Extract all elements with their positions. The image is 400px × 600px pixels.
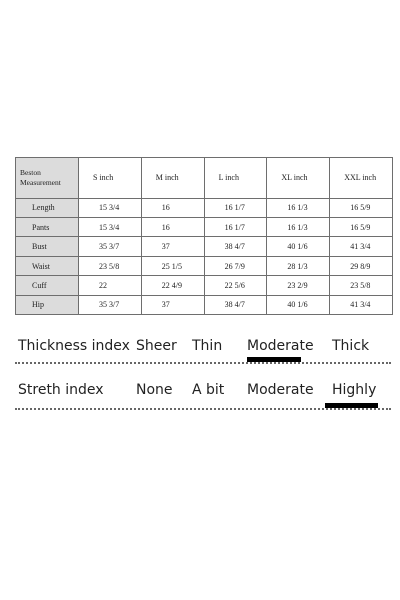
stretch-option-highly: Highly: [332, 382, 377, 398]
table-cell: 16: [141, 198, 204, 217]
table-cell: 16 5/9: [330, 218, 393, 237]
row-label-bust: Bust: [16, 237, 79, 256]
table-cell: 35 3/7: [79, 295, 142, 314]
table-cell: 28 1/3: [267, 256, 330, 275]
table-row: [16, 218, 393, 237]
table-corner-label: [16, 158, 79, 199]
table-cell: 22: [79, 276, 142, 295]
table-row: [16, 256, 393, 275]
table-cell: 23 2/9: [267, 276, 330, 295]
table-cell: 35 3/7: [79, 237, 142, 256]
corner-line-2: Measurement: [20, 177, 61, 187]
size-header-xl: XL inch: [267, 158, 330, 199]
table-cell: 16 5/9: [330, 198, 393, 217]
thickness-divider: [15, 362, 391, 364]
table-cell: 38 4/7: [204, 237, 267, 256]
table-row: [16, 295, 393, 314]
table-cell: 23 5/8: [330, 276, 393, 295]
table-cell: 26 7/9: [204, 256, 267, 275]
table-cell: 25 1/5: [141, 256, 204, 275]
corner-line-1: Beston: [20, 167, 41, 177]
size-header-m: M inch: [141, 158, 204, 199]
stretch-option-none: None: [136, 382, 173, 398]
row-label-pants: Pants: [16, 218, 79, 237]
size-header-s: S inch: [79, 158, 142, 199]
table-cell: 16 1/3: [267, 218, 330, 237]
table-cell: 29 8/9: [330, 256, 393, 275]
table-cell: 16 1/7: [204, 198, 267, 217]
stretch-divider: [15, 408, 391, 410]
table-cell: 22 5/6: [204, 276, 267, 295]
row-label-waist: Waist: [16, 256, 79, 275]
table-cell: 16 1/3: [267, 198, 330, 217]
table-header-row: [16, 158, 393, 199]
thickness-index-title: Thickness index: [18, 338, 130, 354]
table-cell: 37: [141, 237, 204, 256]
row-label-length: Length: [16, 198, 79, 217]
table-cell: 22 4/9: [141, 276, 204, 295]
table-cell: 15 3/4: [79, 218, 142, 237]
thickness-option-thick: Thick: [332, 338, 370, 354]
row-label-cuff: Cuff: [16, 276, 79, 295]
table-cell: 23 5/8: [79, 256, 142, 275]
size-header-l: L inch: [204, 158, 267, 199]
stretch-option-a-bit: A bit: [192, 382, 225, 398]
row-label-hip: Hip: [16, 295, 79, 314]
size-chart-table: [15, 157, 393, 315]
table-cell: 15 3/4: [79, 198, 142, 217]
thickness-option-sheer: Sheer: [136, 338, 177, 354]
stretch-index-title: Streth index: [18, 382, 104, 398]
stretch-option-moderate: Moderate: [247, 382, 314, 398]
table-row: [16, 276, 393, 295]
size-header-xxl: XXL inch: [330, 158, 393, 199]
table-cell: 40 1/6: [267, 295, 330, 314]
table-cell: 41 3/4: [330, 295, 393, 314]
table-cell: 40 1/6: [267, 237, 330, 256]
table-row: [16, 237, 393, 256]
table-row: [16, 198, 393, 217]
thickness-option-thin: Thin: [192, 338, 223, 354]
table-cell: 38 4/7: [204, 295, 267, 314]
table-cell: 37: [141, 295, 204, 314]
table-cell: 41 3/4: [330, 237, 393, 256]
table-cell: 16: [141, 218, 204, 237]
table-cell: 16 1/7: [204, 218, 267, 237]
thickness-option-moderate: Moderate: [247, 338, 314, 354]
